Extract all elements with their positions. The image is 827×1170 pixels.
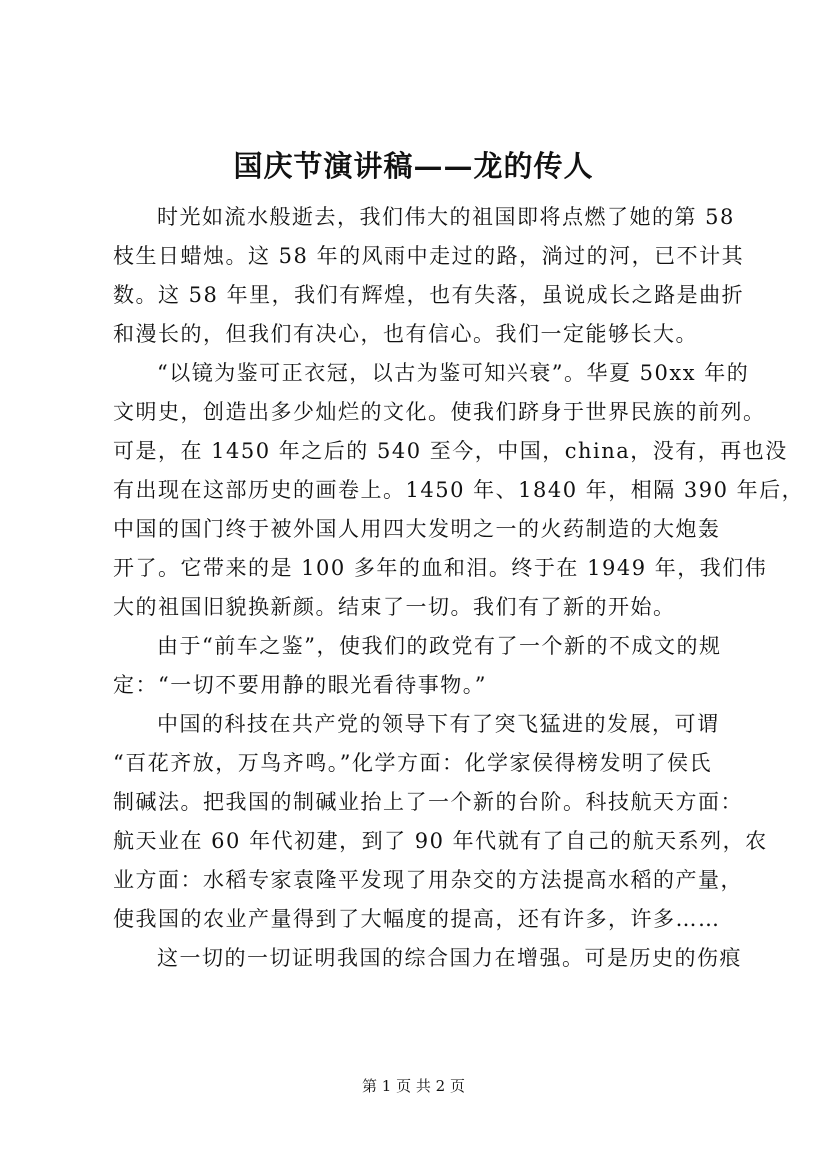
body-line: “以镜为鉴可正衣冠，以古为鉴可知兴衰”。华夏 50xx 年的 — [157, 361, 750, 385]
body-line: 中国的科技在共产党的领导下有了突飞猛进的发展，可谓 — [157, 712, 720, 736]
page-footer: 第 1 页 共 2 页 — [362, 1077, 465, 1095]
body-line: 由于“前车之鉴”，使我们的政党有了一个新的不成文的规 — [157, 634, 722, 658]
body-line: 和漫长的，但我们有决心，也有信心。我们一定能够长大。 — [113, 322, 698, 346]
body-line: 使我国的农业产量得到了大幅度的提高，还有许多，许多…… — [113, 907, 721, 931]
body-line: 定：“一切不要用静的眼光看待事物。” — [113, 673, 487, 697]
body-line: “百花齐放，万鸟齐鸣。”化学方面：化学家侯得榜发明了侯氏 — [113, 751, 712, 775]
document-title: 国庆节演讲稿——龙的传人 — [233, 149, 594, 183]
body-line: 时光如流水般逝去，我们伟大的祖国即将点燃了她的第 58 — [157, 205, 735, 229]
body-line: 文明史，创造出多少灿烂的文化。使我们跻身于世界民族的前列。 — [113, 400, 766, 424]
body-line: 枝生日蜡烛。这 58 年的风雨中走过的路，淌过的河，已不计其 — [113, 244, 745, 268]
body-line: 有出现在这部历史的画卷上。1450 年、1840 年，相隔 390 年后， — [113, 478, 805, 502]
body-line: 制碱法。把我国的制碱业抬上了一个新的台阶。科技航天方面： — [113, 790, 743, 814]
body-line: 中国的国门终于被外国人用四大发明之一的火药制造的大炮轰 — [113, 517, 721, 541]
body-line: 这一切的一切证明我国的综合国力在增强。可是历史的伤痕 — [157, 946, 742, 970]
body-line: 大的祖国旧貌换新颜。结束了一切。我们有了新的开始。 — [113, 595, 676, 619]
body-line: 可是，在 1450 年之后的 540 至今，中国，china，没有，再也没 — [113, 439, 788, 463]
document-body — [113, 198, 805, 978]
body-line: 航天业在 60 年代初建，到了 90 年代就有了自己的航天系列，农 — [113, 829, 768, 853]
body-line: 数。这 58 年里，我们有辉煌，也有失落，虽说成长之路是曲折 — [113, 283, 745, 307]
body-line: 开了。它带来的是 100 多年的血和泪。终于在 1949 年，我们伟 — [113, 556, 768, 580]
body-line: 业方面：水稻专家袁隆平发现了用杂交的方法提高水稻的产量， — [113, 868, 743, 892]
